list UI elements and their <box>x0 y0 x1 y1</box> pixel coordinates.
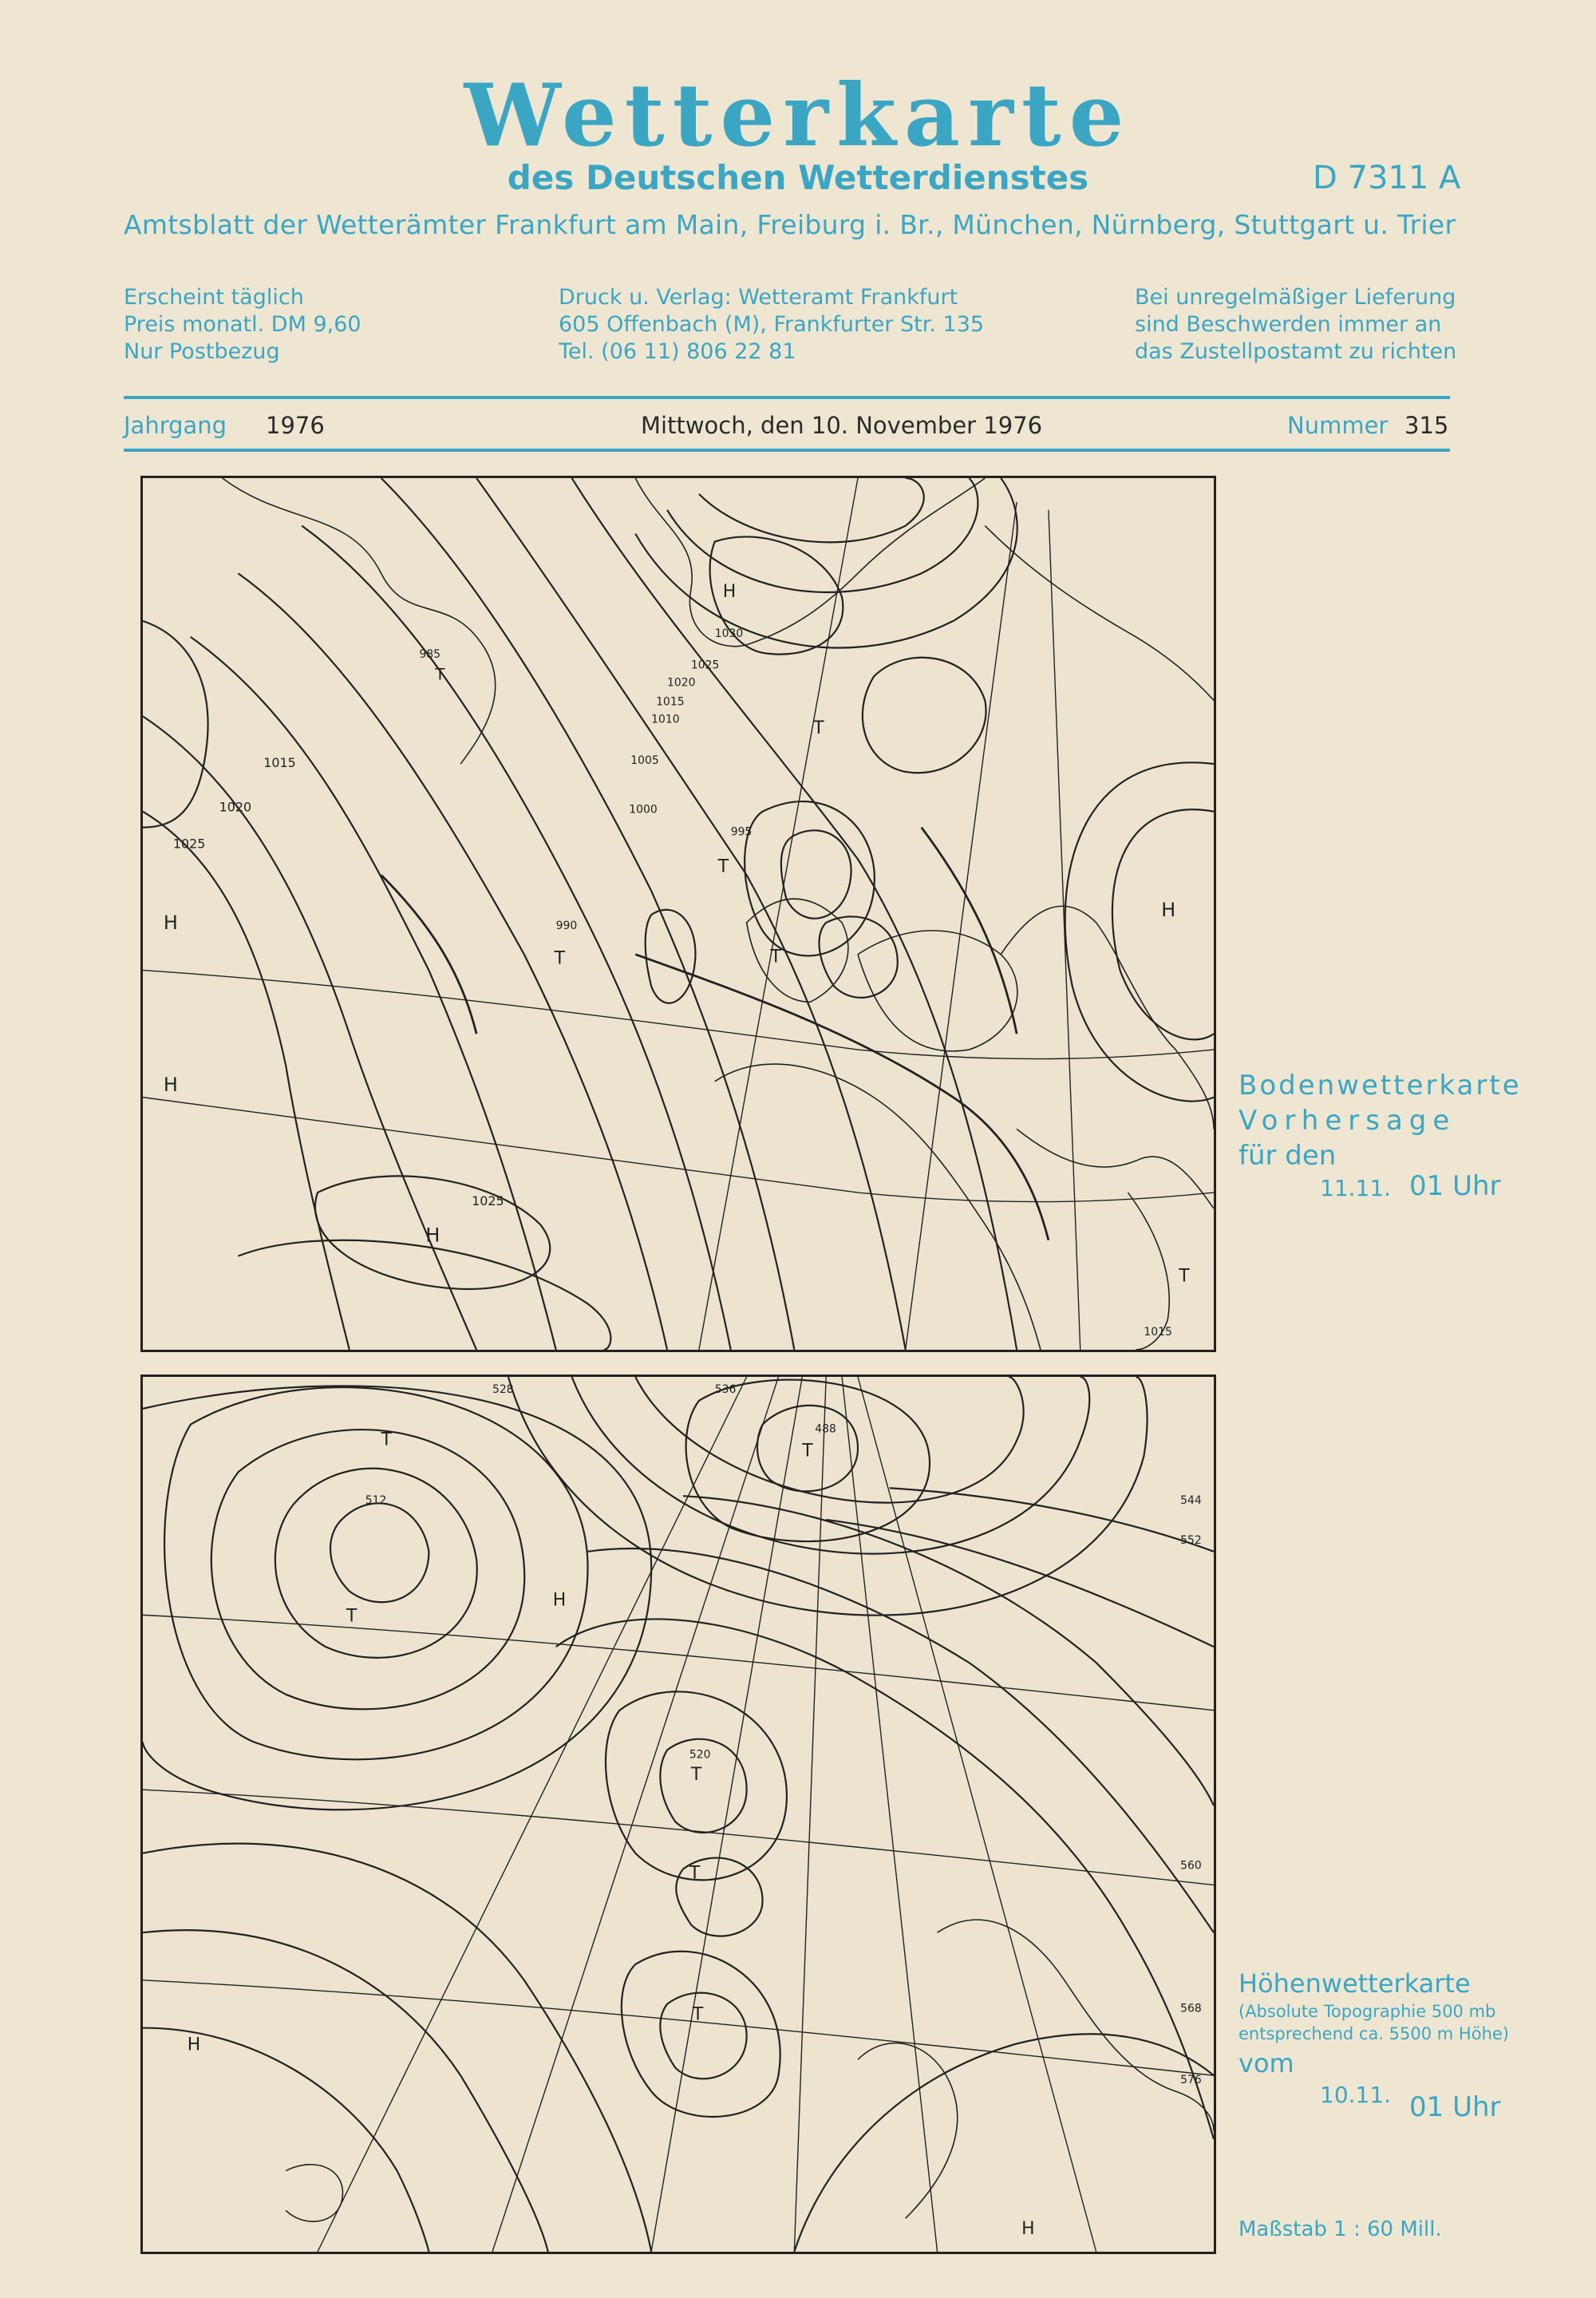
pressure-low-label: T <box>435 665 445 684</box>
upper-low-label: T <box>802 1441 813 1461</box>
info-right-line: das Zustellpostamt zu richten <box>1135 339 1457 364</box>
pressure-low-label: T <box>1179 1266 1190 1287</box>
pressure-high-label: H <box>425 1224 440 1247</box>
info-center <box>559 284 984 366</box>
jahrgang-value: 1976 <box>266 412 325 439</box>
isobar-label: 1030 <box>714 627 744 640</box>
surface-weather-map <box>140 476 1216 1352</box>
bottom-rule <box>124 449 1450 452</box>
upper-low-label: T <box>692 2004 704 2025</box>
isobar-label: 1015 <box>656 695 685 709</box>
pressure-low-label: T <box>554 948 566 969</box>
info-left-line: Nur Postbezug <box>124 339 280 364</box>
upper-caption-topography: (Absolute Topographie 500 mb <box>1238 2002 1496 2021</box>
contour-label: 560 <box>1180 1859 1202 1873</box>
isobar-label: 1005 <box>630 754 659 768</box>
jahrgang-label: Jahrgang <box>124 412 227 439</box>
contour-label: 488 <box>815 1422 836 1436</box>
upper-low-label: T <box>346 1606 358 1627</box>
newspaper-subtitle: des Deutschen Wetterdienstes <box>507 158 1089 197</box>
surface-caption-title: Bodenwetterkarte <box>1238 1070 1522 1102</box>
upper-caption-title: Höhenwetterkarte <box>1238 1968 1471 1999</box>
info-left <box>124 284 361 366</box>
upper-caption-height: entsprechend ca. 5500 m Höhe) <box>1238 2024 1509 2043</box>
nummer-label: Nummer <box>1287 412 1389 439</box>
isobar-label: 1010 <box>651 713 680 726</box>
upper-air-weather-map <box>140 1374 1216 2254</box>
isobar-label: 1025 <box>172 836 206 852</box>
newspaper-title: Wetterkarte <box>464 65 1132 166</box>
isobar-label: 1025 <box>690 659 720 672</box>
contour-label: 512 <box>365 1494 387 1508</box>
map-scale: Maßstab 1 : 60 Mill. <box>1238 2217 1442 2241</box>
contour-label: 576 <box>1180 2074 1202 2087</box>
info-right <box>1135 284 1456 366</box>
upper-low-label: T <box>690 1765 702 1786</box>
isobar-label: 1020 <box>219 799 252 815</box>
isobar-label: 995 <box>730 825 753 839</box>
info-center-line: 605 Offenbach (M), Frankfurter Str. 135 <box>559 312 985 337</box>
pressure-high-label: H <box>163 911 178 934</box>
pressure-high-label: H <box>722 582 737 603</box>
upper-map-drawing <box>143 1377 1214 2252</box>
info-center-line: Druck u. Verlag: Wetteramt Frankfurt <box>559 285 958 310</box>
info-right-line: Bei unregelmäßiger Lieferung <box>1135 285 1456 310</box>
official-gazette-line: Amtsblatt der Wetterämter Frankfurt am Main, Freiburg i. Br., München, Nürnberg, Stuttgart u. Trier <box>124 209 1456 240</box>
isobar-label: 1025 <box>472 1193 504 1208</box>
isobar-label: 1000 <box>629 803 658 817</box>
contour-label: 568 <box>1180 2002 1202 2015</box>
surface-caption-for: für den <box>1238 1140 1337 1172</box>
publication-code: D 7311 A <box>1313 160 1461 196</box>
isobar-label: 1020 <box>667 676 696 690</box>
isobar-label: 1015 <box>1144 1326 1172 1339</box>
surface-map-drawing <box>143 478 1214 1350</box>
info-left-line: Erscheint täglich <box>124 285 304 310</box>
contour-label: 520 <box>689 1748 711 1762</box>
upper-low-label: T <box>381 1430 393 1450</box>
pressure-high-label: H <box>163 1073 178 1096</box>
surface-forecast-date: 11.11. <box>1320 1175 1392 1201</box>
surface-forecast-time: 01 Uhr <box>1409 1170 1501 1202</box>
contour-label: 544 <box>1180 1494 1202 1508</box>
info-right-line: sind Beschwerden immer an <box>1135 312 1442 337</box>
upper-map-time: 01 Uhr <box>1409 2091 1501 2123</box>
pressure-low-label: T <box>717 856 729 877</box>
issue-date: Mittwoch, den 10. November 1976 <box>641 412 1043 439</box>
contour-label: 528 <box>492 1382 514 1396</box>
info-center-line: Tel. (06 11) 806 22 81 <box>559 339 796 364</box>
upper-high-label: H <box>552 1590 567 1611</box>
pressure-high-label: H <box>1161 898 1176 921</box>
contour-label: 552 <box>1180 1533 1202 1547</box>
isobar-label: 990 <box>555 919 578 932</box>
upper-high-label: H <box>187 2035 201 2055</box>
pressure-low-label: T <box>813 718 824 739</box>
upper-high-label: H <box>1021 2219 1035 2240</box>
nummer-value: 315 <box>1404 412 1449 439</box>
upper-low-label: T <box>689 1863 701 1884</box>
isobar-label: 1015 <box>263 755 296 771</box>
surface-caption-forecast: Vorhersage <box>1238 1105 1456 1137</box>
upper-map-date: 10.11. <box>1320 2082 1392 2108</box>
isobar-label: 985 <box>419 647 441 661</box>
upper-caption-from: vom <box>1238 2048 1294 2078</box>
pressure-low-label: T <box>770 947 781 967</box>
contour-label: 536 <box>714 1382 737 1396</box>
top-rule <box>124 396 1450 399</box>
info-left-line: Preis monatl. DM 9,60 <box>124 312 361 337</box>
